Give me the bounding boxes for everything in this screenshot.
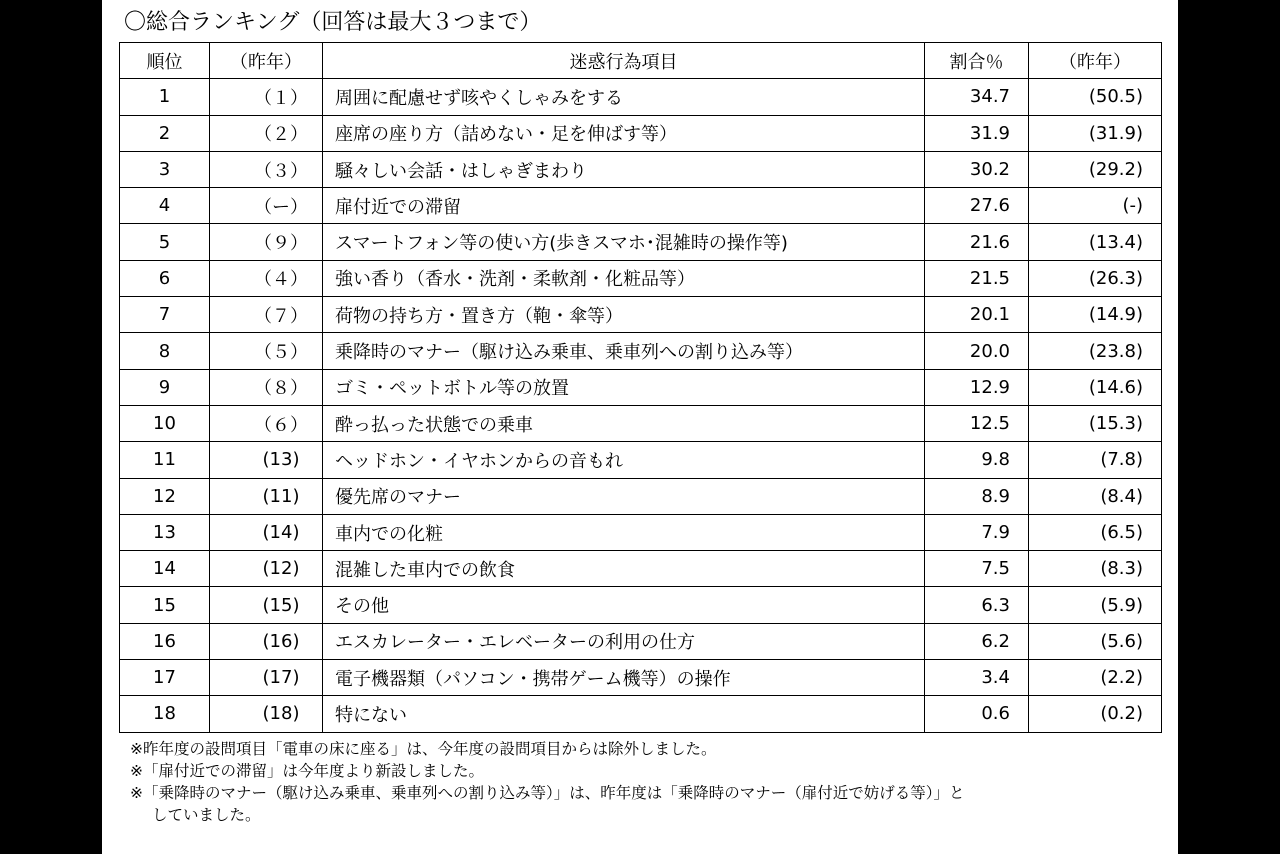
table-row: [120, 478, 1162, 514]
cell-rank: 9: [120, 369, 210, 405]
cell-prev-percent: (14.6): [1029, 369, 1162, 405]
cell-percent: 7.5: [925, 551, 1029, 587]
cell-item: 混雑した車内での飲食: [323, 551, 925, 587]
cell-item: その他: [323, 587, 925, 623]
cell-prev-percent: (5.6): [1029, 623, 1162, 659]
table-row: [120, 405, 1162, 441]
cell-rank: 5: [120, 224, 210, 260]
cell-prev-percent: (13.4): [1029, 224, 1162, 260]
cell-rank: 1: [120, 79, 210, 115]
cell-rank: 6: [120, 260, 210, 296]
cell-prev-rank: （９）: [210, 224, 323, 260]
cell-rank: 14: [120, 551, 210, 587]
cell-rank: 3: [120, 151, 210, 187]
table-row: [120, 188, 1162, 224]
cell-percent: 31.9: [925, 115, 1029, 151]
cell-item: 座席の座り方（詰めない・足を伸ばす等）: [323, 115, 925, 151]
cell-prev-percent: (8.4): [1029, 478, 1162, 514]
table-header-row: [120, 43, 1162, 79]
cell-percent: 6.3: [925, 587, 1029, 623]
table-row: [120, 623, 1162, 659]
cell-item: 周囲に配慮せず咳やくしゃみをする: [323, 79, 925, 115]
cell-prev-rank: (11): [210, 478, 323, 514]
cell-percent: 12.5: [925, 405, 1029, 441]
cell-prev-percent: (31.9): [1029, 115, 1162, 151]
cell-item: 扉付近での滞留: [323, 188, 925, 224]
cell-rank: 16: [120, 623, 210, 659]
ranking-table: [119, 42, 1162, 733]
cell-rank: 15: [120, 587, 210, 623]
table-row: [120, 79, 1162, 115]
cell-prev-rank: (14): [210, 514, 323, 550]
cell-prev-percent: (15.3): [1029, 405, 1162, 441]
table-row: [120, 297, 1162, 333]
cell-prev-rank: （２）: [210, 115, 323, 151]
cell-rank: 18: [120, 696, 210, 732]
cell-prev-percent: (0.2): [1029, 696, 1162, 732]
document-page: [102, 0, 1178, 854]
cell-percent: 9.8: [925, 442, 1029, 478]
cell-prev-percent: (2.2): [1029, 660, 1162, 696]
footnote: していました。: [152, 806, 261, 824]
cell-item: 特にない: [323, 696, 925, 732]
cell-rank: 10: [120, 405, 210, 441]
cell-prev-rank: （４）: [210, 260, 323, 296]
cell-rank: 17: [120, 660, 210, 696]
table-row: [120, 260, 1162, 296]
cell-item: 電子機器類（パソコン・携帯ゲーム機等）の操作: [323, 660, 925, 696]
cell-item: ヘッドホン・イヤホンからの音もれ: [323, 442, 925, 478]
table-row: [120, 514, 1162, 550]
header-rank: 順位: [120, 43, 210, 79]
cell-percent: 21.6: [925, 224, 1029, 260]
table-row: [120, 660, 1162, 696]
cell-prev-percent: (50.5): [1029, 79, 1162, 115]
footnote: ※昨年度の設問項目「電車の床に座る」は、今年度の設問項目からは除外しました。: [130, 740, 717, 758]
cell-rank: 2: [120, 115, 210, 151]
cell-item: 荷物の持ち方・置き方（鞄・傘等）: [323, 297, 925, 333]
header-prev-percent: （昨年）: [1029, 43, 1162, 79]
cell-prev-rank: （７）: [210, 297, 323, 333]
cell-percent: 30.2: [925, 151, 1029, 187]
table-row: [120, 442, 1162, 478]
cell-rank: 7: [120, 297, 210, 333]
cell-percent: 20.0: [925, 333, 1029, 369]
footnotes: [130, 738, 965, 826]
cell-percent: 12.9: [925, 369, 1029, 405]
cell-item: スマートフォン等の使い方(歩きスマホ･混雑時の操作等): [323, 224, 925, 260]
cell-percent: 6.2: [925, 623, 1029, 659]
cell-prev-rank: （ー）: [210, 188, 323, 224]
cell-prev-rank: （１）: [210, 79, 323, 115]
table-row: [120, 551, 1162, 587]
header-percent: 割合％: [925, 43, 1029, 79]
table-row: [120, 151, 1162, 187]
cell-item: 優先席のマナー: [323, 478, 925, 514]
cell-prev-rank: (12): [210, 551, 323, 587]
cell-percent: 21.5: [925, 260, 1029, 296]
table-body: [120, 79, 1162, 732]
cell-percent: 34.7: [925, 79, 1029, 115]
cell-item: 酔っ払った状態での乗車: [323, 405, 925, 441]
cell-percent: 27.6: [925, 188, 1029, 224]
table-row: [120, 224, 1162, 260]
cell-prev-rank: （６）: [210, 405, 323, 441]
cell-prev-rank: （３）: [210, 151, 323, 187]
table-row: [120, 696, 1162, 732]
cell-percent: 7.9: [925, 514, 1029, 550]
table-row: [120, 115, 1162, 151]
cell-item: 車内での化粧: [323, 514, 925, 550]
table-row: [120, 369, 1162, 405]
footnote: ※「扉付近での滞留」は今年度より新設しました。: [130, 762, 484, 780]
cell-prev-percent: (26.3): [1029, 260, 1162, 296]
cell-prev-rank: (17): [210, 660, 323, 696]
cell-rank: 8: [120, 333, 210, 369]
table-row: [120, 587, 1162, 623]
cell-prev-percent: (29.2): [1029, 151, 1162, 187]
header-prev-rank: （昨年）: [210, 43, 323, 79]
cell-item: ゴミ・ペットボトル等の放置: [323, 369, 925, 405]
header-item: 迷惑行為項目: [323, 43, 925, 79]
cell-prev-rank: (15): [210, 587, 323, 623]
cell-prev-rank: （８）: [210, 369, 323, 405]
cell-percent: 3.4: [925, 660, 1029, 696]
cell-prev-rank: (13): [210, 442, 323, 478]
ranking-title: 〇総合ランキング（回答は最大３つまで）: [124, 10, 542, 35]
cell-item: 騒々しい会話・はしゃぎまわり: [323, 151, 925, 187]
cell-item: エスカレーター・エレベーターの利用の仕方: [323, 623, 925, 659]
cell-prev-percent: (-): [1029, 188, 1162, 224]
cell-prev-percent: (14.9): [1029, 297, 1162, 333]
cell-prev-percent: (5.9): [1029, 587, 1162, 623]
cell-percent: 20.1: [925, 297, 1029, 333]
cell-rank: 13: [120, 514, 210, 550]
cell-rank: 4: [120, 188, 210, 224]
cell-rank: 12: [120, 478, 210, 514]
cell-prev-percent: (23.8): [1029, 333, 1162, 369]
cell-rank: 11: [120, 442, 210, 478]
cell-prev-percent: (7.8): [1029, 442, 1162, 478]
cell-prev-rank: （５）: [210, 333, 323, 369]
cell-percent: 8.9: [925, 478, 1029, 514]
cell-percent: 0.6: [925, 696, 1029, 732]
cell-prev-percent: (8.3): [1029, 551, 1162, 587]
cell-item: 乗降時のマナー（駆け込み乗車、乗車列への割り込み等）: [323, 333, 925, 369]
footnote: ※「乗降時のマナー（駆け込み乗車、乗車列への割り込み等）」は、昨年度は「乗降時のマナー（扉付近で妨げる等）」と: [130, 784, 965, 802]
table-row: [120, 333, 1162, 369]
cell-prev-percent: (6.5): [1029, 514, 1162, 550]
cell-prev-rank: (18): [210, 696, 323, 732]
cell-item: 強い香り（香水・洗剤・柔軟剤・化粧品等）: [323, 260, 925, 296]
cell-prev-rank: (16): [210, 623, 323, 659]
